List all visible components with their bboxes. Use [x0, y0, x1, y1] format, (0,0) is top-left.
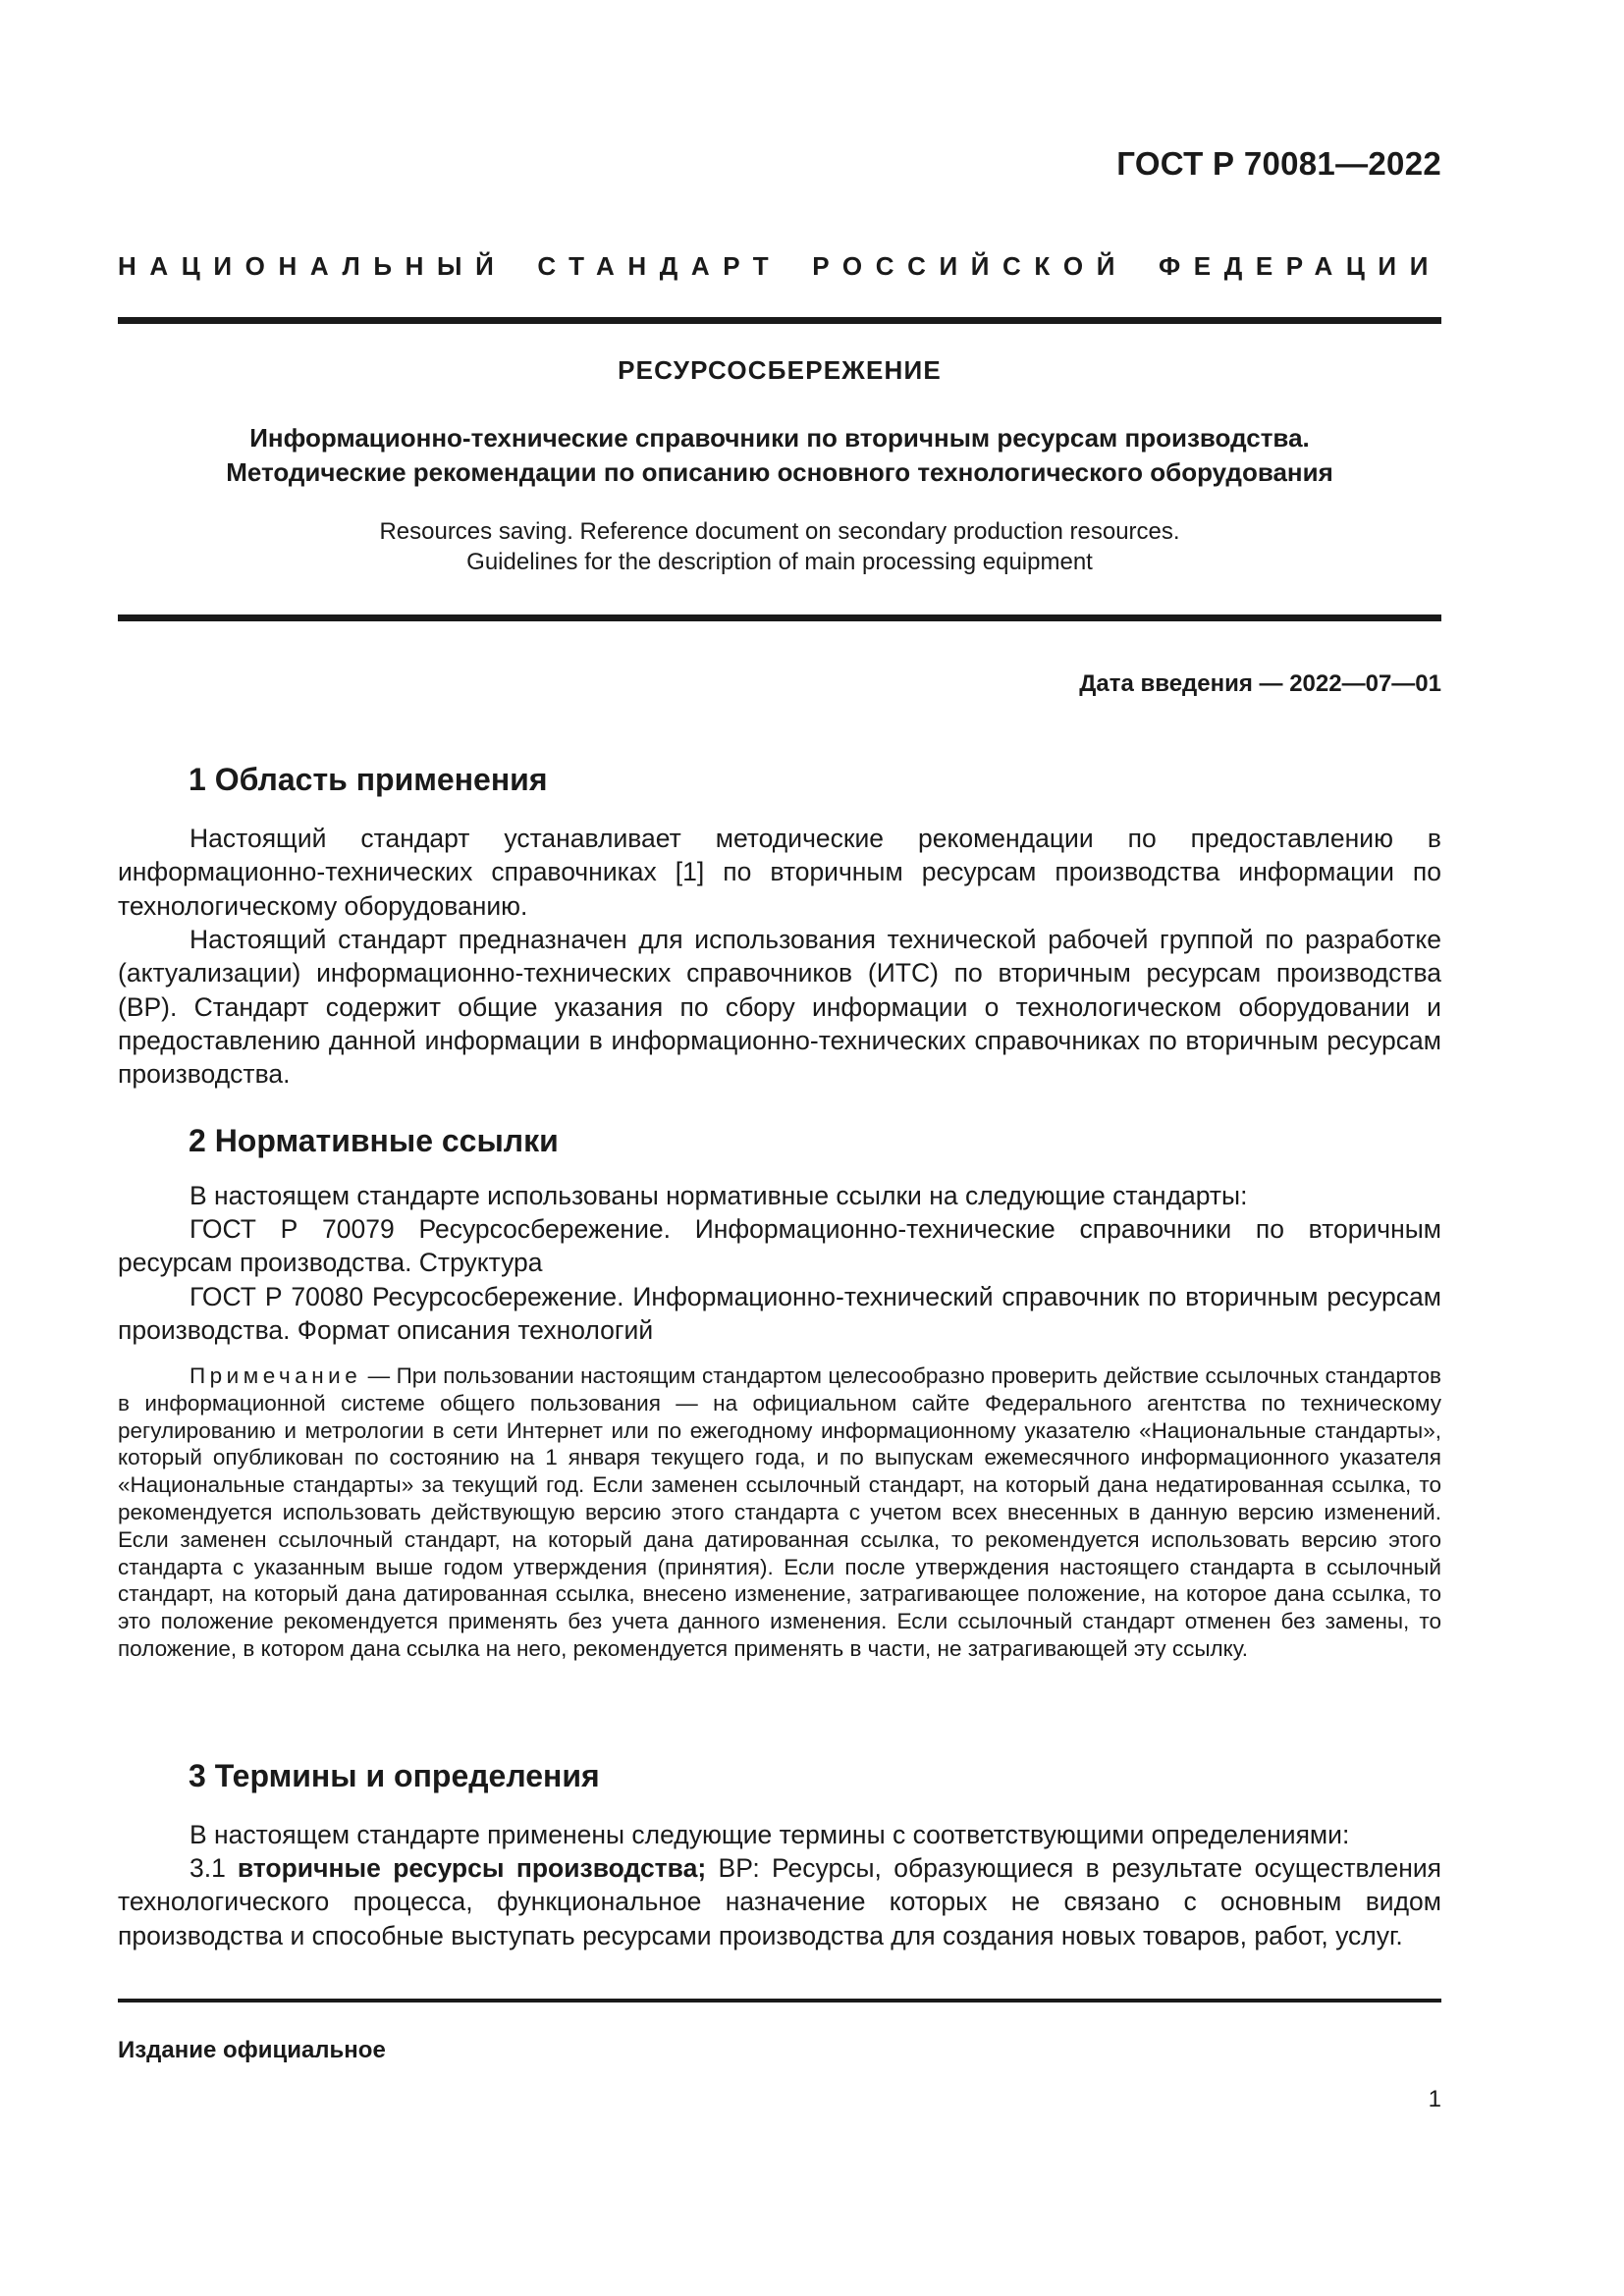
term-3-1: [118, 1851, 1441, 1952]
section-1-paragraph-2: Настоящий стандарт предназначен для использования технической рабочей группой по разработке (актуализации) информационно-технических справочников (ИТС) по вторичным ресурсам производства (ВР). Стандарт содержит общие указания по сбору информации о технологическом оборудовании и предоставлению данной информации в информационно-технических справочниках по вторичным ресурсам производства.: [118, 925, 1441, 1090]
term-number: 3.1: [189, 1853, 226, 1883]
term-definition: ВР: Ресурсы, образующиеся в результате осуществления технологического процесса, функциональное назначение которых не связано с основным видом производства и способные выступать ресурсами производства для создания новых товаров, работ, услуг.: [118, 1853, 1442, 1950]
footer-rule: [118, 1999, 1441, 2002]
national-standard-banner: НАЦИОНАЛЬНЫЙ СТАНДАРТ РОССИЙСКОЙ ФЕДЕРАЦИИ: [118, 251, 1441, 281]
section-1-paragraph-1: Настоящий стандарт устанавливает методические рекомендации по предоставлению в информационно-технических справочниках [1] по вторичным ресурсам производства информации по технологическому оборудованию.: [118, 824, 1441, 921]
section-3-heading: 3 Термины и определения: [189, 1758, 600, 1793]
official-edition-label: Издание официальное: [118, 2037, 386, 2063]
section-1-heading: 1 Область применения: [189, 762, 548, 797]
introduction-date: Дата введения — 2022—07—01: [1079, 670, 1441, 697]
term-name: вторичные ресурсы производства;: [237, 1853, 707, 1883]
title-russian: [118, 421, 1441, 490]
document-number: ГОСТ Р 70081—2022: [1116, 145, 1441, 182]
note-text: — При пользовании настоящим стандартом целесообразно проверить действие ссылочных стандартов в информационной системе общего пользования — на официальном сайте Федерального агентства по техническому регулированию и метрологии в сети Интернет или по ежегодному информационному указателю «Национальные стандарты», который опубликован по состоянию на 1 января текущего года, и по выпускам ежемесячного информационного указателя «Национальные стандарты» за текущий год. Если заменен ссылочный стандарт, на который дана недатированная ссылка, то рекомендуется использовать действующую версию этого стандарта с учетом всех внесенных в данную версию изменений. Если заменен ссылочный стандарт, на который дана датированная ссылка, то рекомендуется использовать версию этого стандарта с указанным выше годом утверждения (принятия). Если после утверждения настоящего стандарта в ссылочный стандарт, на который дана датированная ссылка, внесено изменение, затрагивающее положение, на которое дана ссылка, то это положение рекомендуется применять без учета данного изменения. Если ссылочный стандарт отменен без замены, то положение, в котором дана ссылка на него, рекомендуется применять в части, не затрагивающей эту ссылку.: [118, 1363, 1441, 1661]
title-russian-line-2: Методические рекомендации по описанию основного технологического оборудования: [226, 457, 1333, 487]
section-2-reference-70079: ГОСТ Р 70079 Ресурсосбережение. Информационно-технические справочники по вторичным ресурсам производства. Структура: [118, 1214, 1441, 1278]
section-2-paragraph-1: В настоящем стандарте использованы нормативные ссылки на следующие стандарты:: [189, 1181, 1248, 1210]
title-russian-line-1: Информационно-технические справочники по вторичным ресурсам производства.: [249, 423, 1310, 453]
section-2-reference-70080: ГОСТ Р 70080 Ресурсосбережение. Информационно-технический справочник по вторичным ресурсам производства. Формат описания технологий: [118, 1282, 1441, 1346]
title-english: [118, 516, 1441, 577]
top-rule: [118, 317, 1441, 324]
page-number: 1: [1428, 2086, 1441, 2112]
section-3-paragraph-1: В настоящем стандарте применены следующие термины с соответствующими определениями:: [189, 1820, 1350, 1849]
note-label: Примечание: [189, 1363, 362, 1388]
section-2-note: [118, 1362, 1441, 1663]
section-2-heading: 2 Нормативные ссылки: [189, 1123, 559, 1158]
standard-subject: РЕСУРСОСБЕРЕЖЕНИЕ: [618, 355, 942, 385]
title-rule: [118, 614, 1441, 621]
title-english-line-2: Guidelines for the description of main processing equipment: [466, 549, 1093, 575]
document-page: [118, 0, 1441, 2296]
title-english-line-1: Resources saving. Reference document on secondary production resources.: [379, 518, 1180, 545]
